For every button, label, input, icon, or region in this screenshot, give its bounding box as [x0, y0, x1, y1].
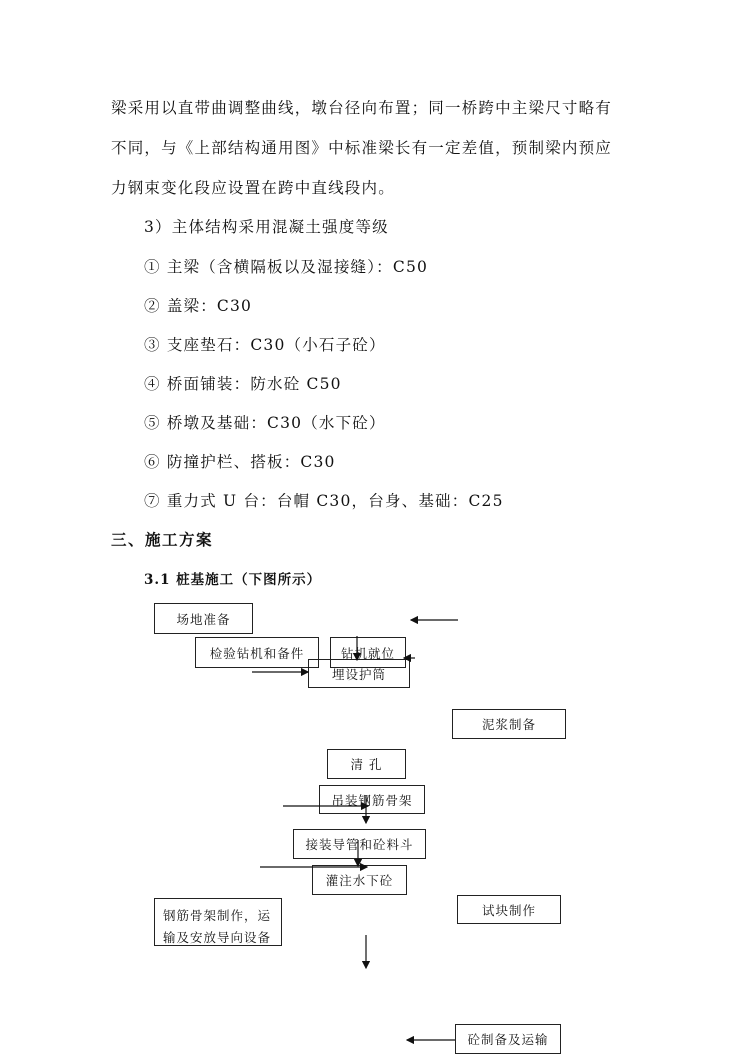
paragraph-line: 不同，与《上部结构通用图》中标准梁长有一定差值，预制梁内预应	[111, 139, 613, 157]
concrete-item: ⑦ 重力式 U 台：台帽 C30，台身、基础：C25	[144, 492, 504, 510]
flow-box-inspect-drill: 检验钻机和备件	[195, 637, 319, 668]
concrete-item: ⑤ 桥墩及基础：C30（水下砼）	[144, 414, 386, 432]
flow-box-mud-prep: 泥浆制备	[452, 709, 566, 739]
paragraph-line: 梁采用以直带曲调整曲线，墩台径向布置；同一桥跨中主梁尺寸略有	[111, 99, 613, 117]
concrete-item: ② 盖梁：C30	[144, 297, 253, 315]
flow-box-pour-concrete: 灌注水下砼	[312, 865, 407, 895]
concrete-item: ① 主梁（含横隔板以及湿接缝）：C50	[144, 258, 429, 276]
flow-box-cage-fabrication: 钢筋骨架制作，运输及安放导向设备	[154, 898, 282, 946]
flow-box-test-block: 试块制作	[457, 895, 561, 924]
concrete-item: ③ 支座垫石：C30（小石子砼）	[144, 336, 386, 354]
flow-box-clean-hole: 清 孔	[327, 749, 406, 779]
flow-box-site-prep: 场地准备	[154, 603, 253, 634]
section-title: 三、施工方案	[111, 530, 214, 549]
concrete-item: ④ 桥面铺装：防水砼 C50	[144, 375, 342, 393]
flow-box-hoist-cage: 吊装钢筋骨架	[319, 785, 425, 814]
concrete-item: ⑥ 防撞护栏、搭板：C30	[144, 453, 336, 471]
flow-box-install-tremie: 接装导管和砼料斗	[293, 829, 426, 859]
subsection-title: 3.1 桩基施工（下图所示）	[144, 572, 322, 588]
paragraph-line: 力钢束变化段应设置在跨中直线段内。	[111, 179, 395, 197]
concrete-intro: 3）主体结构采用混凝土强度等级	[144, 218, 389, 236]
flow-box-drill-position: 钻机就位	[330, 637, 406, 668]
flow-box-bury-casing: 埋设护筒	[308, 659, 410, 688]
flow-box-concrete-supply: 砼制备及运输	[455, 1024, 561, 1054]
